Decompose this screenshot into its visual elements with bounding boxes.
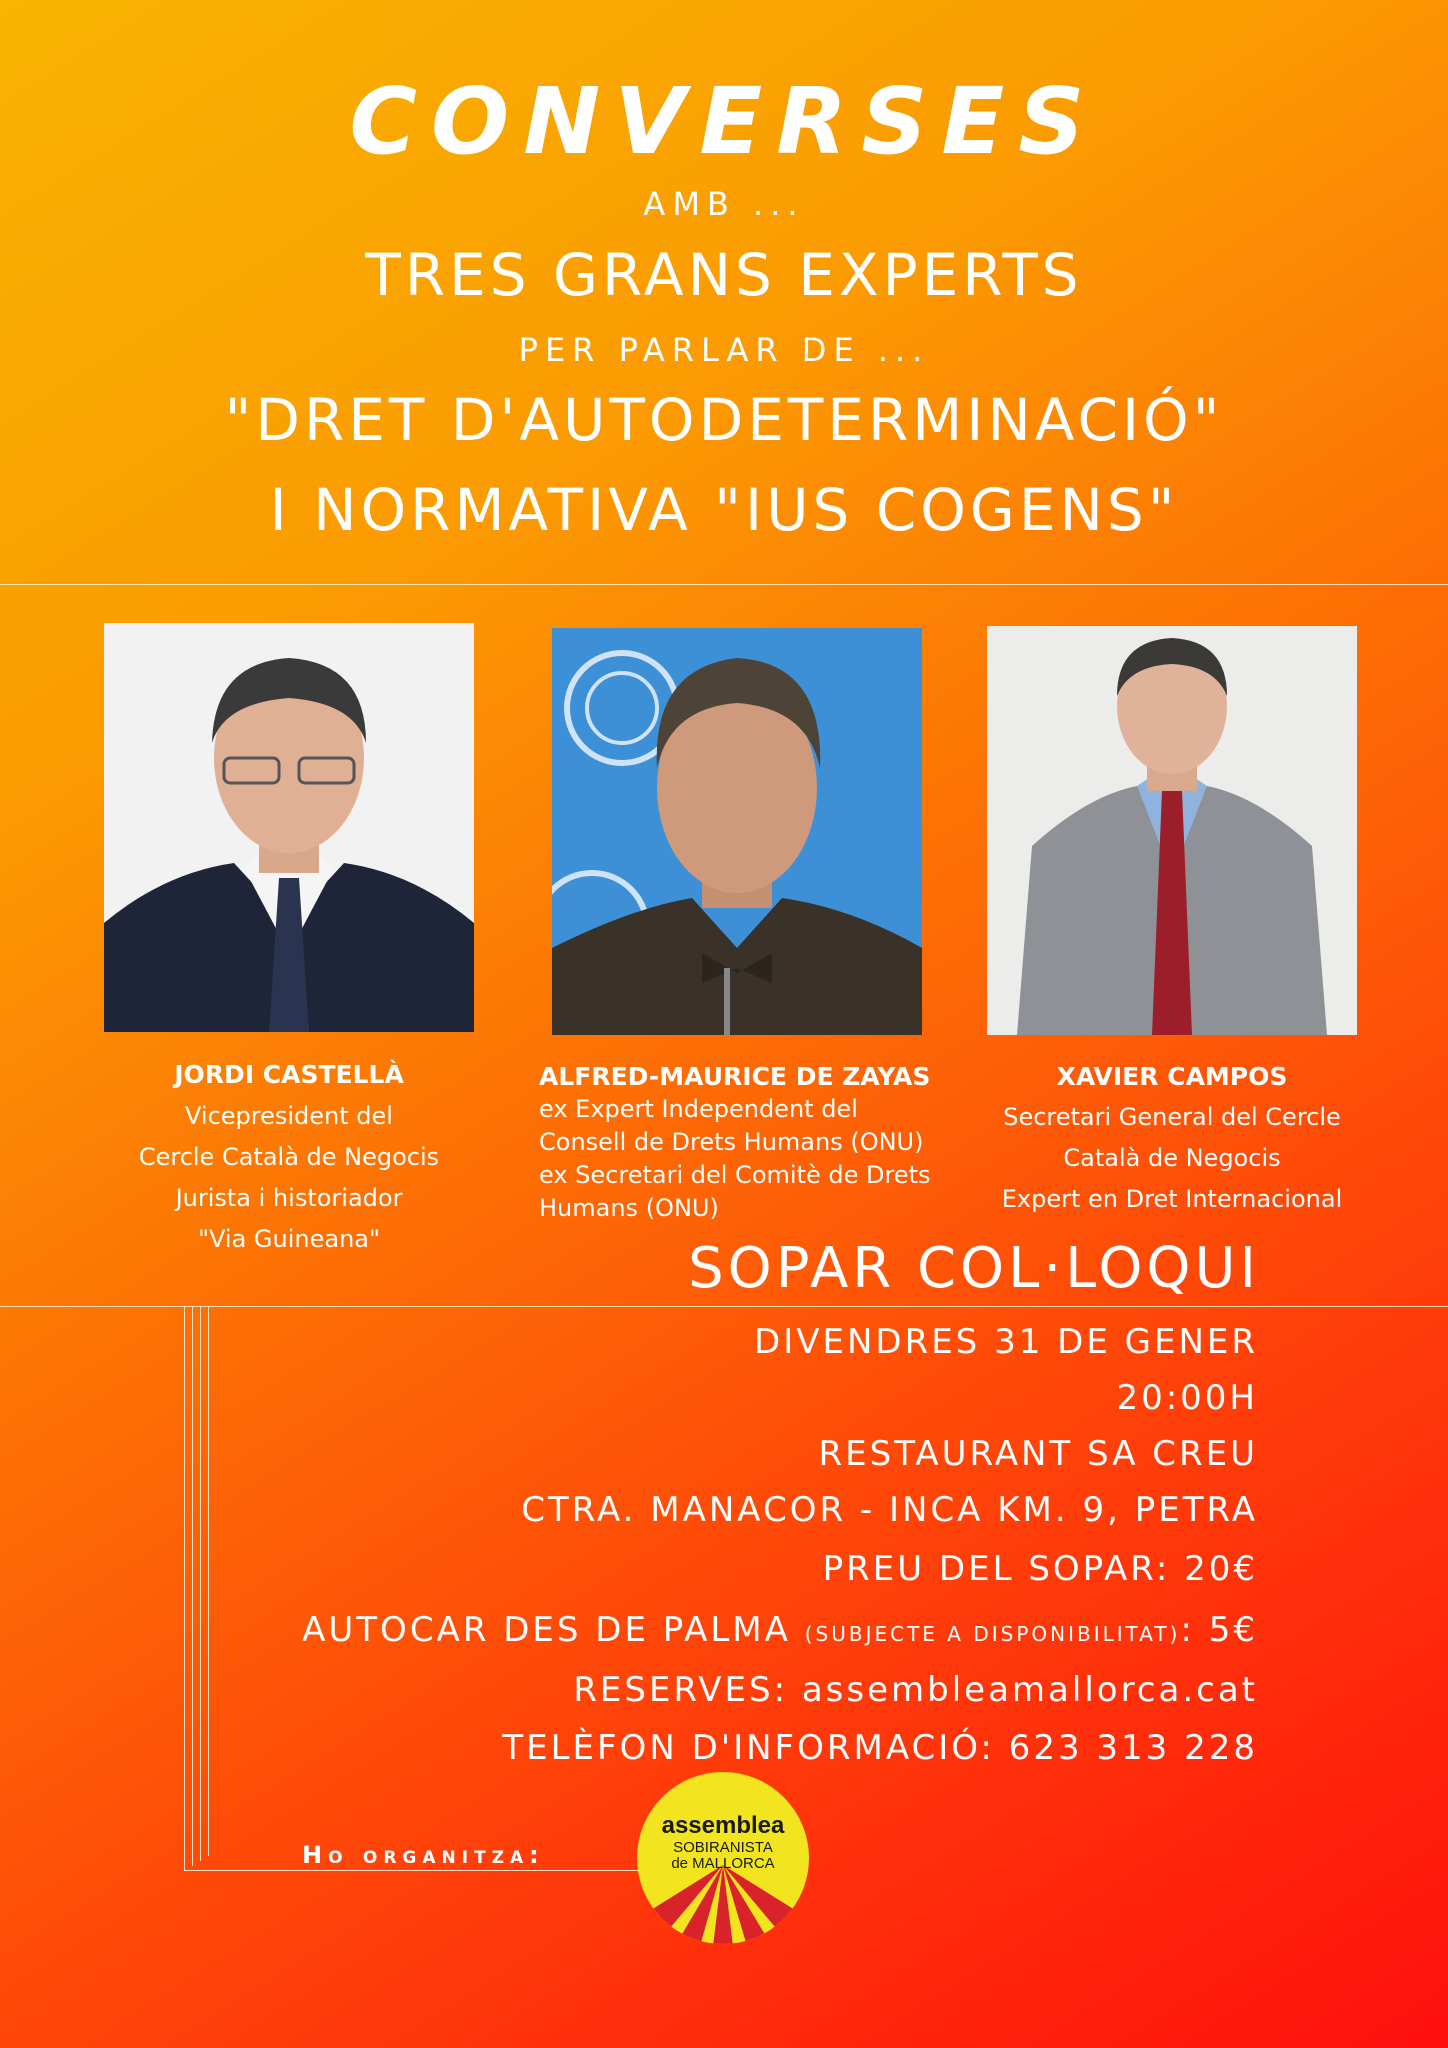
speaker-roles-castella — [89, 1096, 489, 1260]
speaker-role-line: Humans (ONU) — [539, 1194, 719, 1222]
event-price: PREU DEL SOPAR: 20€ — [822, 1549, 1258, 1589]
organizer-label: Ho organitza: — [302, 1841, 545, 1869]
logo-line-1: assemblea — [661, 1812, 785, 1839]
speaker-photo-castella — [104, 623, 474, 1032]
speaker-role-line: Jurista i historiador — [175, 1184, 403, 1212]
deco-vline-3 — [200, 1306, 201, 1861]
event-bus — [302, 1608, 1258, 1656]
top-divider — [0, 584, 1448, 585]
speaker-name-de-zayas: ALFRED-MAURICE DE ZAYAS — [539, 1062, 931, 1091]
speaker-role-line: Expert en Dret Internacional — [1001, 1185, 1343, 1213]
deco-hline-bottom — [184, 1870, 644, 1871]
speaker-role-line: Cercle Català de Negocis — [138, 1143, 440, 1171]
headline: TRES GRANS EXPERTS — [365, 241, 1083, 309]
speaker-photo-de-zayas — [552, 628, 922, 1035]
organizer-logo — [635, 1770, 811, 1946]
speaker-name-campos: XAVIER CAMPOS — [1056, 1062, 1288, 1091]
event-reservations: RESERVES: assembleamallorca.cat — [573, 1670, 1258, 1710]
speaker-photo-campos — [987, 626, 1357, 1035]
sopar-title: SOPAR COL·LOQUI — [688, 1236, 1260, 1301]
deco-vline-2 — [192, 1306, 193, 1866]
topic-line-1: "DRET D'AUTODETERMINACIÓ" — [224, 386, 1224, 454]
bus-note: (SUBJECTE A DISPONIBILITAT) — [804, 1622, 1181, 1646]
speaker-role-line: "Via Guineana" — [197, 1225, 381, 1253]
event-date: DIVENDRES 31 DE GENER — [754, 1322, 1258, 1362]
speaker-role-line: ex Expert Independent del — [539, 1095, 858, 1123]
event-title: CONVERSES — [349, 68, 1099, 175]
event-venue: RESTAURANT SA CREU — [818, 1434, 1258, 1474]
per-parlar-text: PER PARLAR DE ... — [518, 331, 930, 369]
speaker-role-line: Secretari General del Cercle — [1003, 1103, 1341, 1131]
bus-price: : 5€ — [1180, 1610, 1258, 1650]
topic-line-2: I NORMATIVA "IUS COGENS" — [269, 476, 1179, 544]
speaker-name-castella: JORDI CASTELLÀ — [174, 1060, 404, 1089]
speaker-roles-campos — [967, 1097, 1377, 1220]
logo-line-3: de MALLORCA — [671, 1855, 775, 1872]
speaker-roles-de-zayas — [539, 1093, 930, 1225]
speaker-role-line: Català de Negocis — [1063, 1144, 1281, 1172]
event-time: 20:00H — [1116, 1378, 1258, 1418]
middle-divider — [0, 1306, 1448, 1307]
speaker-role-line: Consell de Drets Humans (ONU) — [539, 1128, 924, 1156]
bus-main: AUTOCAR DES DE PALMA — [302, 1610, 791, 1650]
event-address: CTRA. MANACOR - INCA KM. 9, PETRA — [521, 1490, 1258, 1530]
deco-vline-1 — [184, 1306, 185, 1871]
logo-line-2: SOBIRANISTA — [673, 1839, 773, 1856]
deco-vline-4 — [208, 1306, 209, 1856]
event-phone: TELÈFON D'INFORMACIÓ: 623 313 228 — [502, 1728, 1258, 1768]
speaker-role-line: Vicepresident del — [185, 1102, 393, 1130]
amb-text: AMB ... — [643, 185, 805, 223]
speaker-role-line: ex Secretari del Comitè de Drets — [539, 1161, 931, 1189]
